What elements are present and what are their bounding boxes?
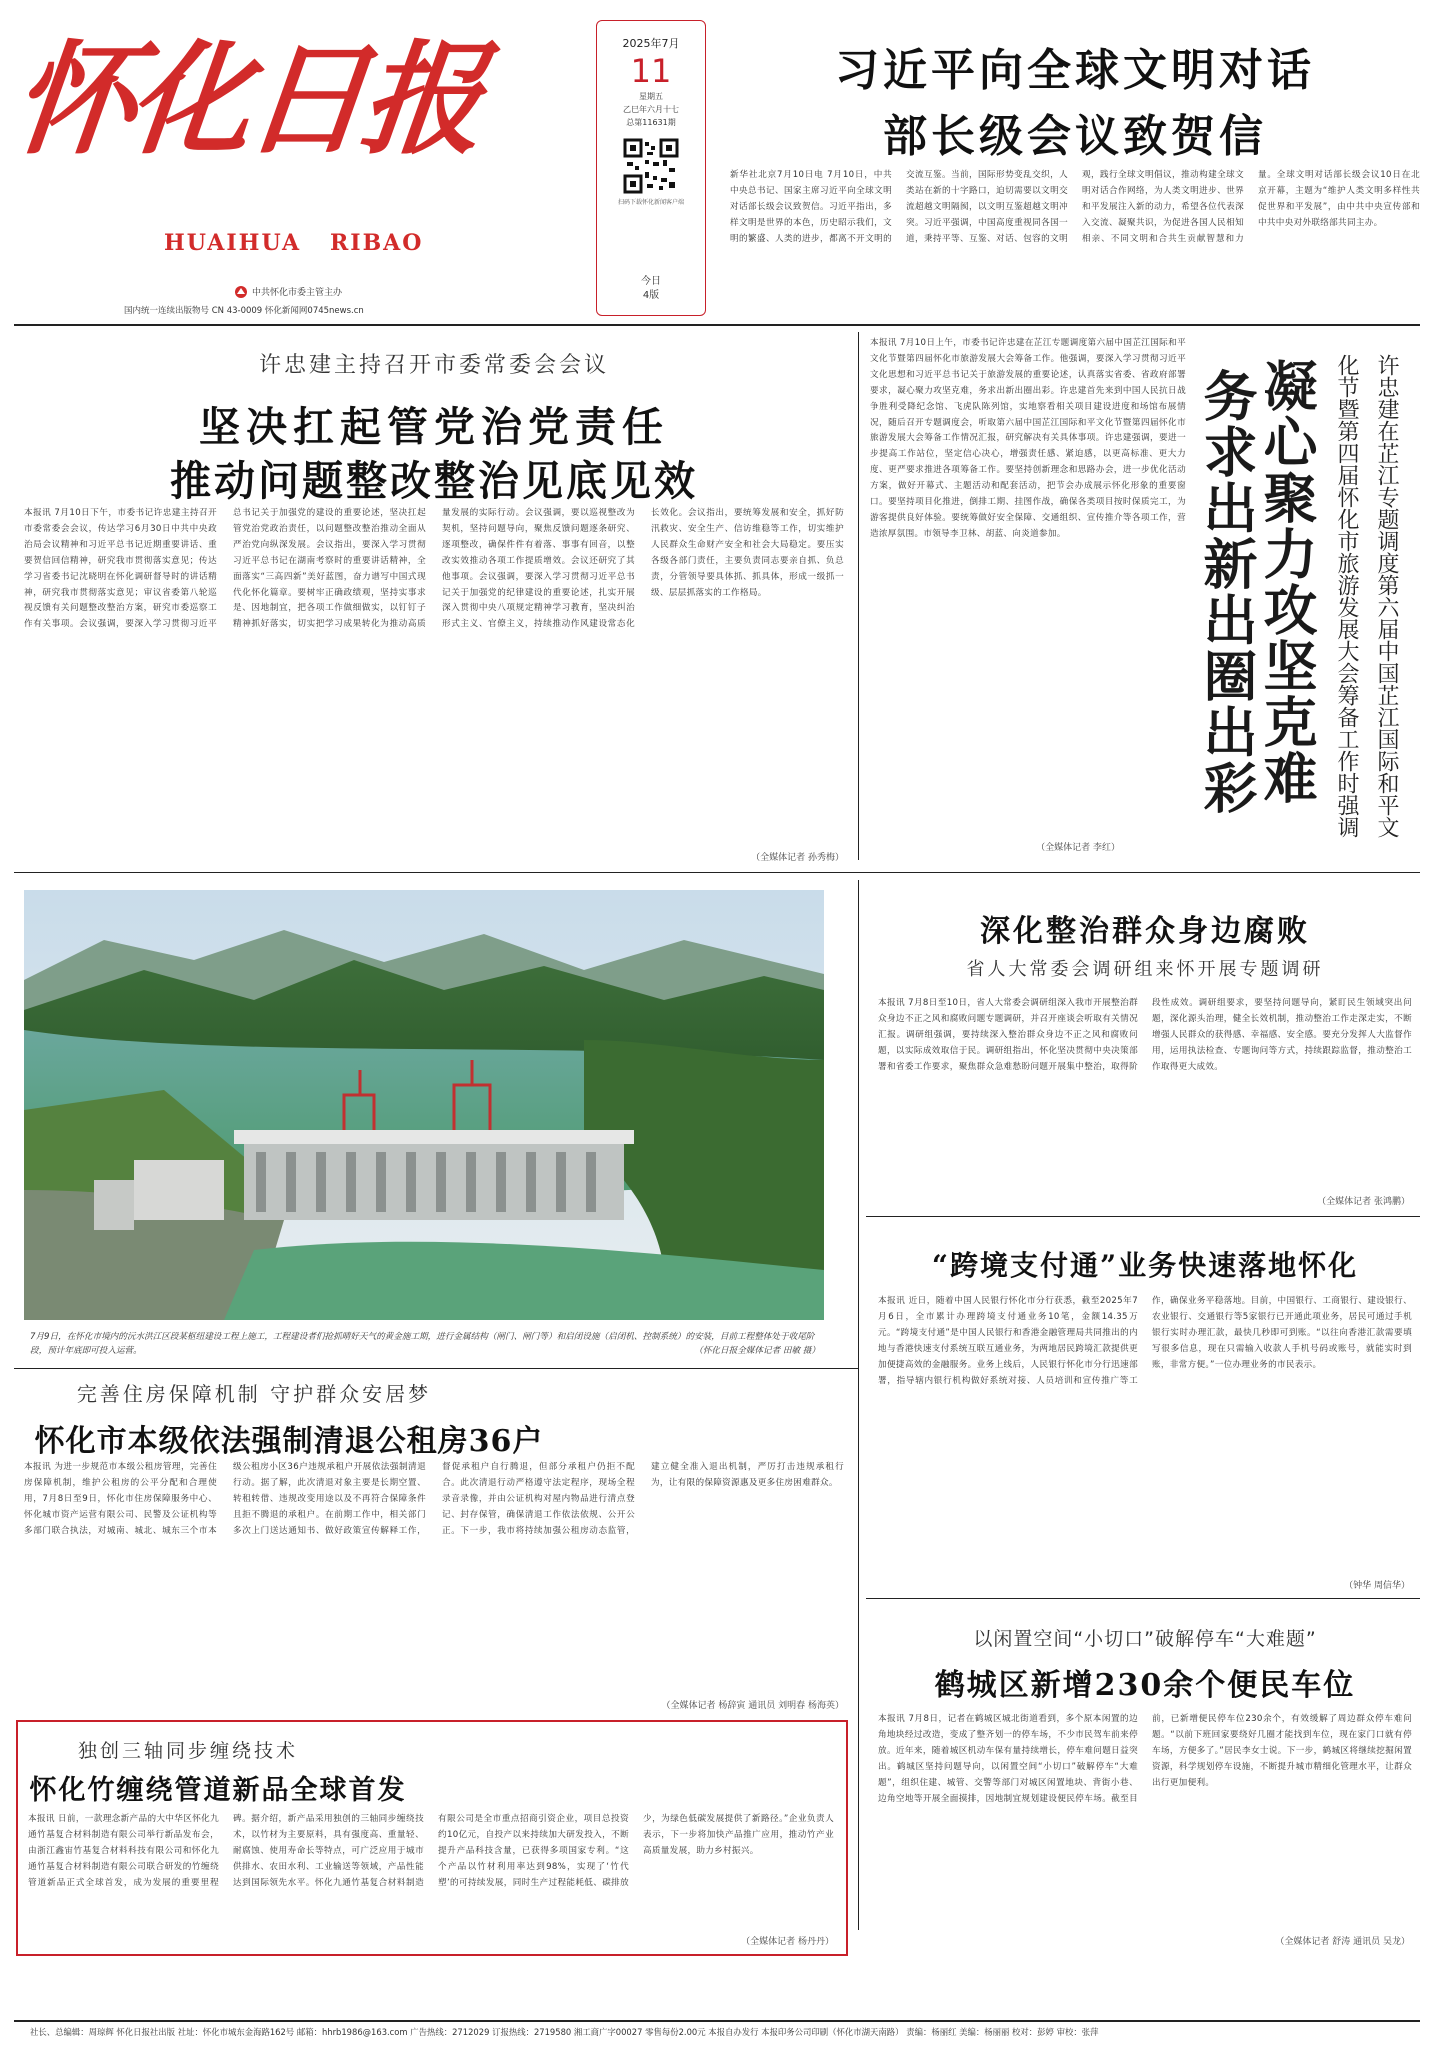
parking-title: 鹤城区新增230余个便民车位 xyxy=(934,1668,1356,1703)
rule-photo-bottom xyxy=(14,1368,858,1369)
feature-title-vertical-1: 凝心聚力攻坚克难 xyxy=(1255,358,1319,806)
bamboo-byline: （全媒体记者 杨丹丹） xyxy=(741,1937,834,1947)
newspaper-logo: 怀化日报 xyxy=(6,27,486,171)
rule-masthead xyxy=(14,324,1420,326)
date-day: 11 xyxy=(630,52,672,90)
rule-vertical-2 xyxy=(858,880,859,1930)
bamboo-body: 本报讯 日前，一款理念新产品的大中华区怀化九通竹基复合材料制造有限公司举行新品发布会，由浙江鑫宙竹基复合材料科技有限公司和怀化九通竹基复合材料制造有限公司联合研发的竹缠绕管道新品正式全球首发，成为发展的重要里程碑。据介绍，新产品采用独创的三轴同步缠绕技术，以竹材为主要原料，具有强度高、重量轻、耐腐蚀、使用寿命长等特点，可广泛应用于城市供排水、农田水利、工业输送等领域，产品性能达到国际领先水平。怀化九通竹基复合材料制造有限公司是全市重点招商引资企业，项目总投资约10亿元，自投产以来持续加大研发投入，不断提升产品科技含量，已获得多项国家专利。“这个产品以竹材利用率达到98%，实现了‘竹代塑’的可持续发展，同时生产过程能耗低、碳排放少，为绿色低碳发展提供了新路径。”企业负责人表示，下一步将加快产品推广应用，推动竹产业高质量发展，助力乡村振兴。 xyxy=(28,1814,834,1888)
news-photo xyxy=(24,890,824,1320)
housing-title: 怀化市本级依法强制清退公租房36户 xyxy=(34,1424,544,1459)
housing-body: 本报讯 为进一步规范市本级公租房管理，完善住房保障机制，维护公租房的公平分配和合理使用，7月8日至9日，怀化市住房保障服务中心、怀化城市资产运营有限公司、民警及公证机构等多部门联合执法，对城南、城北、城东三个市本级公租房小区36户违规承租户开展依法强制清退行动。据了解，此次清退对象主要是长期空置、转租转借、违规改变用途以及不再符合保障条件且拒不腾退的承租户。在前期工作中，相关部门多次上门送达通知书、做好政策宣传解释工作，督促承租户自行腾退，但部分承租户仍拒不配合。此次清退行动严格遵守法定程序，现场全程录音录像，并由公证机构对屋内物品进行清点登记、封存保管，确保清退工作依法依规、公开公正。下一步，我市将持续加强公租房动态监管，建立健全准入退出机制，严厉打击违规承租行为，让有限的保障资源惠及更多住房困难群众。 xyxy=(24,1462,844,1536)
photo-credit: （怀化日报全媒体记者 田敏 摄） xyxy=(694,1346,820,1356)
sponsor-text: 中共怀化市委主管主办 xyxy=(252,288,343,298)
housing-byline: （全媒体记者 杨辞寅 通讯员 刘明春 杨海英） xyxy=(661,1701,844,1711)
payment-byline: （钟华 周信华） xyxy=(1344,1581,1410,1591)
rule-corruption xyxy=(866,1216,1420,1217)
parking-kicker: 以闲置空间“小切口”破解停车“大难题” xyxy=(973,1628,1317,1650)
bamboo-title: 怀化竹缠绕管道新品全球首发 xyxy=(29,1775,407,1806)
lead-kicker: 许忠建主持召开市委常委会会议 xyxy=(258,353,609,378)
corruption-byline: （全媒体记者 张鸿鹏） xyxy=(1317,1197,1410,1207)
page-count: 今日 4版 xyxy=(641,276,661,301)
date-weekday: 星期五 xyxy=(639,92,663,101)
feature-body: 本报讯 7月10日上午，市委书记许忠建在芷江专题调度第六届中国芷江国际和平文化节暨第四届怀化市旅游发展大会筹备工作。他强调，要深入学习贯彻习近平文化思想和习近平总书记关于旅游发展的重要论述，认真落实省委、省政府部署要求，凝心聚力攻坚克难，务求出新出圈出彩。许忠建首先来到中国人民抗日战争胜利受降纪念馆、飞虎队陈列馆，实地察看相关项目建设进度和场馆布展情况，随后召开专题调度会，听取第六届中国芷江国际和平文化节暨第四届怀化市旅游发展大会筹备工作情况汇报，研究解决有关具体事项。许忠建强调，要进一步提高工作站位，坚定信心决心，增强责任感、紧迫感，以更高标准、更大力度、更严要求推进各项筹备工作。要坚持创新理念和思路办会，进一步优化活动方案，做好开幕式、主题活动和配套活动，把节会办成展示怀化形象的重要窗口。要坚持项目化推进，倒排工期、挂图作战，确保各类项目按时保质完工，为游客提供良好体验。要统筹做好安全保障、交通组织、宣传推介等各项工作，营造浓厚氛围。市领导李卫林、胡蓝、向炎道参加。 xyxy=(870,338,1186,539)
lead-body: 本报讯 7月10日下午，市委书记许忠建主持召开市委常委会会议，传达学习6月30日中共中央政治局会议精神和习近平总书记近期重要讲话、重要贺信回信精神，研究我市贯彻落实意见；传达学习省委书记沈晓明在怀化调研督导时的讲话精神，研究我市贯彻落实意见；审议省委第八轮巡视反馈有关问题整改整治方案，研究市委巡察工作有关事项。会议强调，要深入学习贯彻习近平总书记关于加强党的建设的重要论述，坚决扛起管党治党政治责任，以问题整改整治推动全面从严治党向纵深发展。会议指出，要深入学习贯彻习近平总书记在湖南考察时的重要讲话精神，全面落实“三高四新”美好蓝图，奋力谱写中国式现代化怀化篇章。要树牢正确政绩观，坚持实事求是、因地制宜，把各项工作做细做实，以钉钉子精神抓好落实，切实把学习成果转化为推动高质量发展的实际行动。会议强调，要以巡视整改为契机，坚持问题导向，聚焦反馈问题逐条研究、逐项整改，确保件件有着落、事事有回音，以整改实效推动各项工作提质增效。会议还研究了其他事项。会议强调，要深入学习贯彻习近平总书记关于加强党的纪律建设的重要论述，扎实开展深入贯彻中央八项规定精神学习教育，坚决纠治形式主义、官僚主义，持续推动作风建设常态化长效化。会议指出，要统筹发展和安全，抓好防汛救灾、安全生产、信访维稳等工作，切实维护人民群众生命财产安全和社会大局稳定。要压实各级各部门责任，主要负责同志要亲自抓、负总责，分管领导要具体抓、抓具体，形成一级抓一级、层层抓落实的工作格局。 xyxy=(24,508,844,630)
corruption-subtitle: 省人大常委会调研组来怀开展专题调研 xyxy=(966,959,1324,980)
lead-title-line2: 推动问题整改整治见底见效 xyxy=(170,457,698,505)
qr-code-icon[interactable] xyxy=(623,138,679,194)
newspaper-pinyin: HUAIHUA RIBAO xyxy=(164,230,424,256)
feature-title-vertical-2: 务求出新出圈出彩 xyxy=(1195,368,1259,816)
feature-kicker-vertical: 许忠建在芷江专题调度第六届中国芷江国际和平文化节暨第四届怀化市旅游发展大会筹备工作时强调 xyxy=(1334,354,1399,838)
date-box xyxy=(596,20,706,316)
housing-kicker: 完善住房保障机制 守护群众安居梦 xyxy=(76,1382,432,1406)
top-headline-line1: 习近平向全球文明对话 xyxy=(835,45,1315,96)
date-year-month: 2025年7月 xyxy=(622,37,680,50)
parking-byline: （全媒体记者 舒涛 通讯员 吴龙） xyxy=(1275,1937,1410,1947)
bamboo-story-box xyxy=(16,1720,848,1956)
feature-byline: （全媒体记者 李红） xyxy=(1036,843,1120,853)
payment-body: 本报讯 近日，随着中国人民银行怀化市分行获悉，截至2025年7月6日，全市累计办理跨境支付通业务10笔，金额14.35万元。“跨境支付通”是中国人民银行和香港金融管理局共同推出的内地与香港快速支付系统互联互通业务，为两地居民跨境汇款提供更加便捷高效的金融服务。业务上线后，人民银行怀化市分行迅速部署，指导辖内银行机构做好系统对接、人员培训和宣传推广等工作，确保业务平稳落地。目前，中国银行、工商银行、建设银行、农业银行、交通银行等5家银行已开通此项业务，居民可通过手机银行实时办理汇款，最快几秒即可到账。“以往向香港汇款需要填写很多信息，现在只需输入收款人手机号码或账号，就能实时到账，非常方便。”一位办理业务的市民表示。 xyxy=(878,1296,1412,1386)
lead-title-line1: 坚决扛起管党治党责任 xyxy=(199,403,669,451)
footer-imprint: 社长、总编辑：周琼辉 怀化日报社出版 社址：怀化市城东金海路162号 邮箱：hhrb1986@163.com 广告热线：2712029 订报热线：2719580 湘工商广字00027 零售每份2.00元 本报自办发行 本报印务公司印刷（怀化市湖天南路） 责编：杨丽红 美编：杨丽丽 校对：彭婷 审校：张萍 xyxy=(30,2027,1099,2037)
date-lunar: 乙巳年六月十七 xyxy=(623,105,679,114)
photo-caption-text: 7月9日，在怀化市境内的沅水洪江区段某枢纽建设工程上施工，工程建设者们抢抓晴好天气的黄金施工期，进行金属结构（闸门、闸门等）和启闭设施（启闭机、控制系统）的安装，目前工程整体处于收尾阶段，预计年底即可投入运营。 xyxy=(30,1332,815,1356)
top-headline-body: 新华社北京7月10日电 7月10日，中共中央总书记、国家主席习近平向全球文明对话部长级会议致贺信。习近平指出，多样文明是世界的本色，历史昭示我们，文明的繁盛、人类的进步，都离不开文明的交流互鉴。当前，国际形势变乱交织，人类站在新的十字路口，迫切需要以文明交流超越文明隔阂，以文明互鉴超越文明冲突。习近平强调，中国高度重视同各国一道，秉持平等、互鉴、对话、包容的文明观，践行全球文明倡议，推动构建全球文明对话合作网络，为人类文明进步、世界和平发展注入新的动力，希望各位代表深入交流、凝聚共识，为促进各国人民相知相亲、不同文明和合共生贡献智慧和力量。全球文明对话部长级会议10日在北京开幕，主题为“维护人类文明多样性共促世界和平发展”，由中共中央宣传部和中共中央对外联络部共同主办。 xyxy=(730,170,1420,244)
bamboo-kicker: 独创三轴同步缠绕技术 xyxy=(77,1740,298,1762)
date-issue-number: 总第11631期 xyxy=(626,118,676,127)
photo-caption xyxy=(30,1330,820,1358)
top-headline-line2: 部长级会议致贺信 xyxy=(883,111,1267,162)
rule-lead-bottom xyxy=(14,872,1420,873)
qr-caption: 扫码下载怀化新闻客户端 xyxy=(617,199,684,206)
parking-body: 本报讯 7月8日，记者在鹤城区城北街道看到，多个原本闲置的边角地块经过改造，变成了整齐划一的停车场，不少市民驾车前来停放。近年来，随着城区机动车保有量持续增长，停车难问题日益突出。鹤城区坚持问题导向，以闲置空间“小切口”破解停车“大难题”，组织住建、城管、交警等部门对城区闲置地块、背街小巷、边角空地等开展全面摸排，因地制宜规划建设便民停车场。截至目前，已新增便民停车位230余个，有效缓解了周边群众停车难问题。“以前下班回家要绕好几圈才能找到车位，现在家门口就有停车场，方便多了。”居民李女士说。下一步，鹤城区将继续挖掘闲置资源，科学规划停车设施，不断提升城市精细化管理水平，让群众出行更加便利。 xyxy=(878,1714,1412,1804)
issue-info: 国内统一连续出版物号 CN 43-0009 怀化新闻网0745news.cn xyxy=(124,306,364,316)
party-logo-icon xyxy=(234,284,248,298)
rule-vertical-1 xyxy=(858,332,859,860)
corruption-body: 本报讯 7月8日至10日，省人大常委会调研组深入我市开展整治群众身边不正之风和腐败问题专题调研，并召开座谈会听取有关情况汇报。调研组强调，要持续深入整治群众身边不正之风和腐败问题，以实际成效取信于民。调研组指出，怀化坚决贯彻中央决策部署和省委工作要求，聚焦群众急难愁盼问题开展集中整治，取得阶段性成效。调研组要求，要坚持问题导向，紧盯民生领域突出问题，深化源头治理，健全长效机制，推动整治工作走深走实，不断增强人民群众的获得感、幸福感、安全感。要充分发挥人大监督作用，运用执法检查、专题询问等方式，持续跟踪监督，推动整治工作取得更大成效。 xyxy=(878,998,1412,1072)
rule-footer xyxy=(14,2020,1420,2022)
rule-payment xyxy=(866,1598,1420,1599)
masthead xyxy=(6,14,574,316)
payment-title: “跨境支付通”业务快速落地怀化 xyxy=(931,1249,1359,1282)
lead-byline: （全媒体记者 孙秀梅） xyxy=(751,853,844,863)
corruption-title: 深化整治群众身边腐败 xyxy=(980,914,1310,949)
